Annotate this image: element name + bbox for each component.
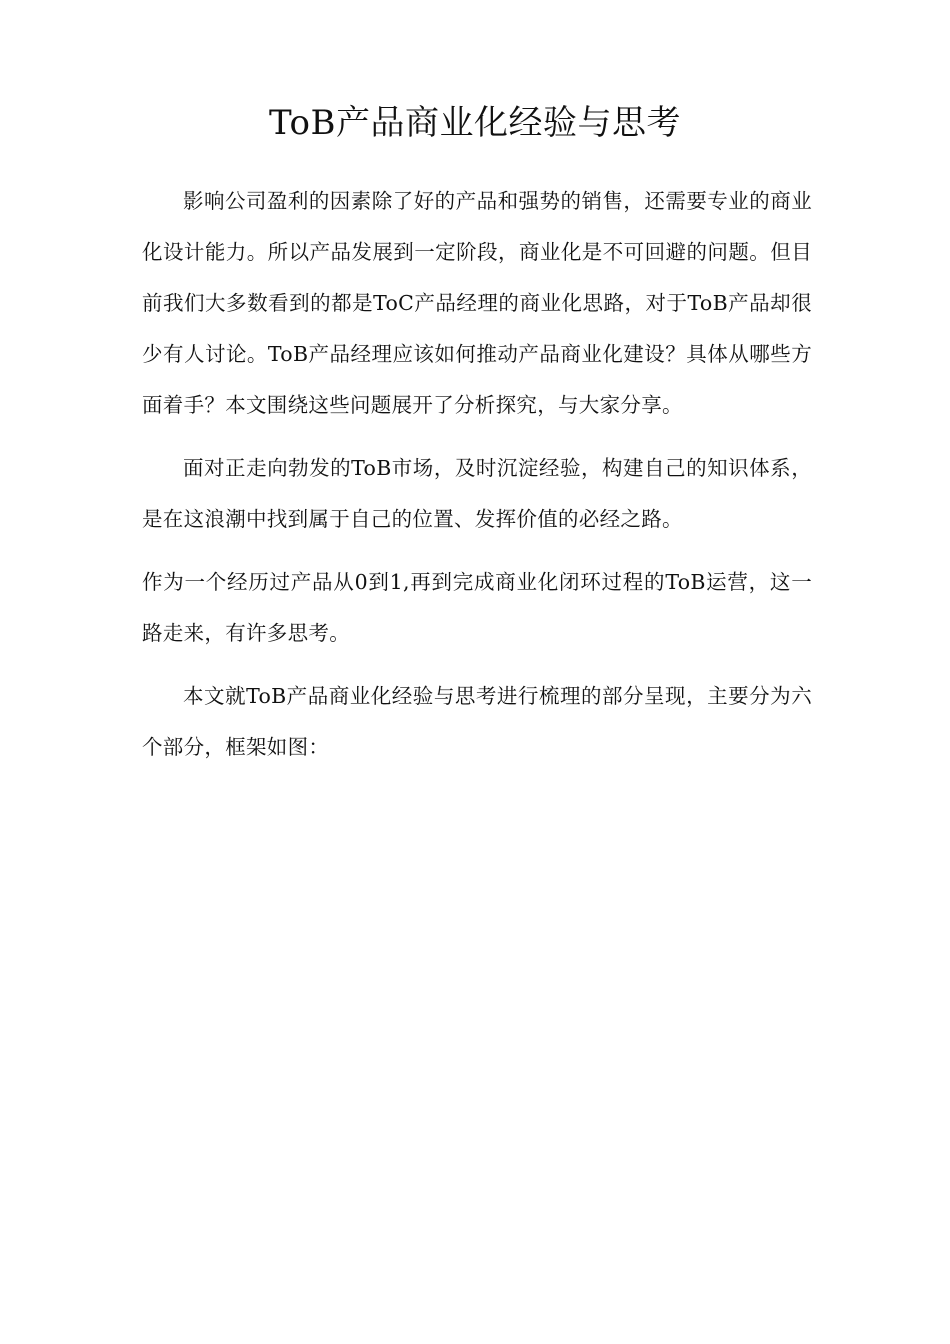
paragraph-experience: 作为一个经历过产品从0到1,再到完成商业化闭环过程的ToB运营，这一路走来，有许多思考。 (142, 570, 812, 645)
paragraph-market: 面对正走向勃发的ToB市场，及时沉淀经验，构建自己的知识体系，是在这浪潮中找到属于自己的位置、发挥价值的必经之路。 (142, 456, 812, 531)
paragraph-outline: 本文就ToB产品商业化经验与思考进行梳理的部分呈现，主要分为六个部分，框架如图： (142, 684, 812, 759)
document-body (142, 176, 812, 773)
paragraph-intro: 影响公司盈利的因素除了好的产品和强势的销售，还需要专业的商业化设计能力。所以产品发展到一定阶段，商业化是不可回避的问题。但目前我们大多数看到的都是ToC产品经理的商业化思路，对于ToB产品却很少有人讨论。ToB产品经理应该如何推动产品商业化建设？具体从哪些方面着手？本文围绕这些问题展开了分析探究，与大家分享。 (142, 189, 812, 417)
document-title: ToB产品商业化经验与思考 (269, 103, 681, 143)
